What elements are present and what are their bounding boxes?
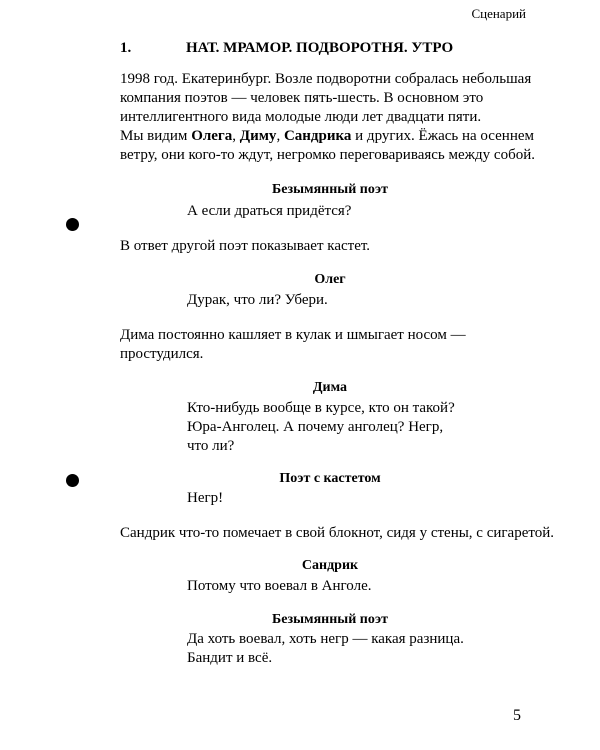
dialogue [187, 399, 487, 456]
running-header: Сценарий [471, 6, 526, 21]
scene-heading [120, 40, 453, 57]
dialogue [187, 489, 487, 508]
text-fragment: , [232, 128, 240, 144]
action-line: простудился. [120, 346, 204, 362]
action [120, 326, 540, 364]
action-line: 1998 год. Екатеринбург. Возле подворотни собралась небольшая [120, 71, 532, 87]
dialogue [187, 291, 487, 310]
character-cue: Безымянный поэт [272, 182, 388, 197]
dialogue-line: Юра-Анголец. А почему анголец? Негр, [187, 419, 444, 435]
dialogue [187, 577, 487, 596]
character-cue: Безымянный поэт [272, 612, 388, 627]
dialogue-line: А если драться придётся? [187, 203, 352, 219]
character-cue: Поэт с кастетом [279, 471, 381, 486]
scene-number: 1. [120, 40, 132, 56]
action [120, 524, 554, 543]
action [120, 237, 540, 256]
text-fragment: и других. Ёжась на осеннем [351, 128, 534, 144]
character-name-sandrika: Сандрика [283, 128, 352, 144]
binder-hole-mark [66, 218, 79, 231]
action-line-names [120, 127, 540, 146]
character-cue: Дима [312, 380, 348, 395]
dialogue-line: Кто-нибудь вообще в курсе, кто он такой? [187, 400, 455, 416]
text-fragment: , [276, 128, 284, 144]
character-name-olega: Олега [191, 128, 233, 144]
dialogue-line: Потому что воевал в Анголе. [187, 578, 372, 594]
dialogue-line: Дурак, что ли? Убери. [187, 292, 328, 308]
dialogue-line: Негр! [187, 490, 224, 506]
scene-title: НАТ. МРАМОР. ПОДВОРОТНЯ. УТРО [186, 40, 454, 56]
dialogue-line: Бандит и всё. [187, 650, 273, 666]
dialogue-line: Да хоть воевал, хоть негр — какая разница. [187, 631, 464, 647]
character-cue: Олег [314, 272, 346, 287]
action-line: Сандрик что-то помечает в свой блокнот, сидя у стены, с сигаретой. [120, 525, 554, 541]
action-line: интеллигентного вида молодые люди лет двадцати пяти. [120, 109, 482, 125]
dialogue [187, 630, 487, 668]
character-name-dimu: Диму [239, 128, 277, 144]
action-line: компания поэтов — человек пять-шесть. В основном это [120, 90, 484, 106]
dialogue-line: что ли? [187, 438, 235, 454]
page-number: 5 [513, 707, 521, 724]
action-line: Дима постоянно кашляет в кулак и шмыгает носом — [120, 327, 466, 343]
binder-hole-mark [66, 474, 79, 487]
character-cue: Сандрик [301, 558, 359, 573]
text-fragment: Мы видим [120, 128, 192, 144]
dialogue [187, 202, 487, 221]
action-intro [120, 70, 540, 165]
action-line: В ответ другой поэт показывает кастет. [120, 238, 371, 254]
action-line: ветру, они кого-то ждут, негромко переговариваясь между собой. [120, 147, 535, 163]
